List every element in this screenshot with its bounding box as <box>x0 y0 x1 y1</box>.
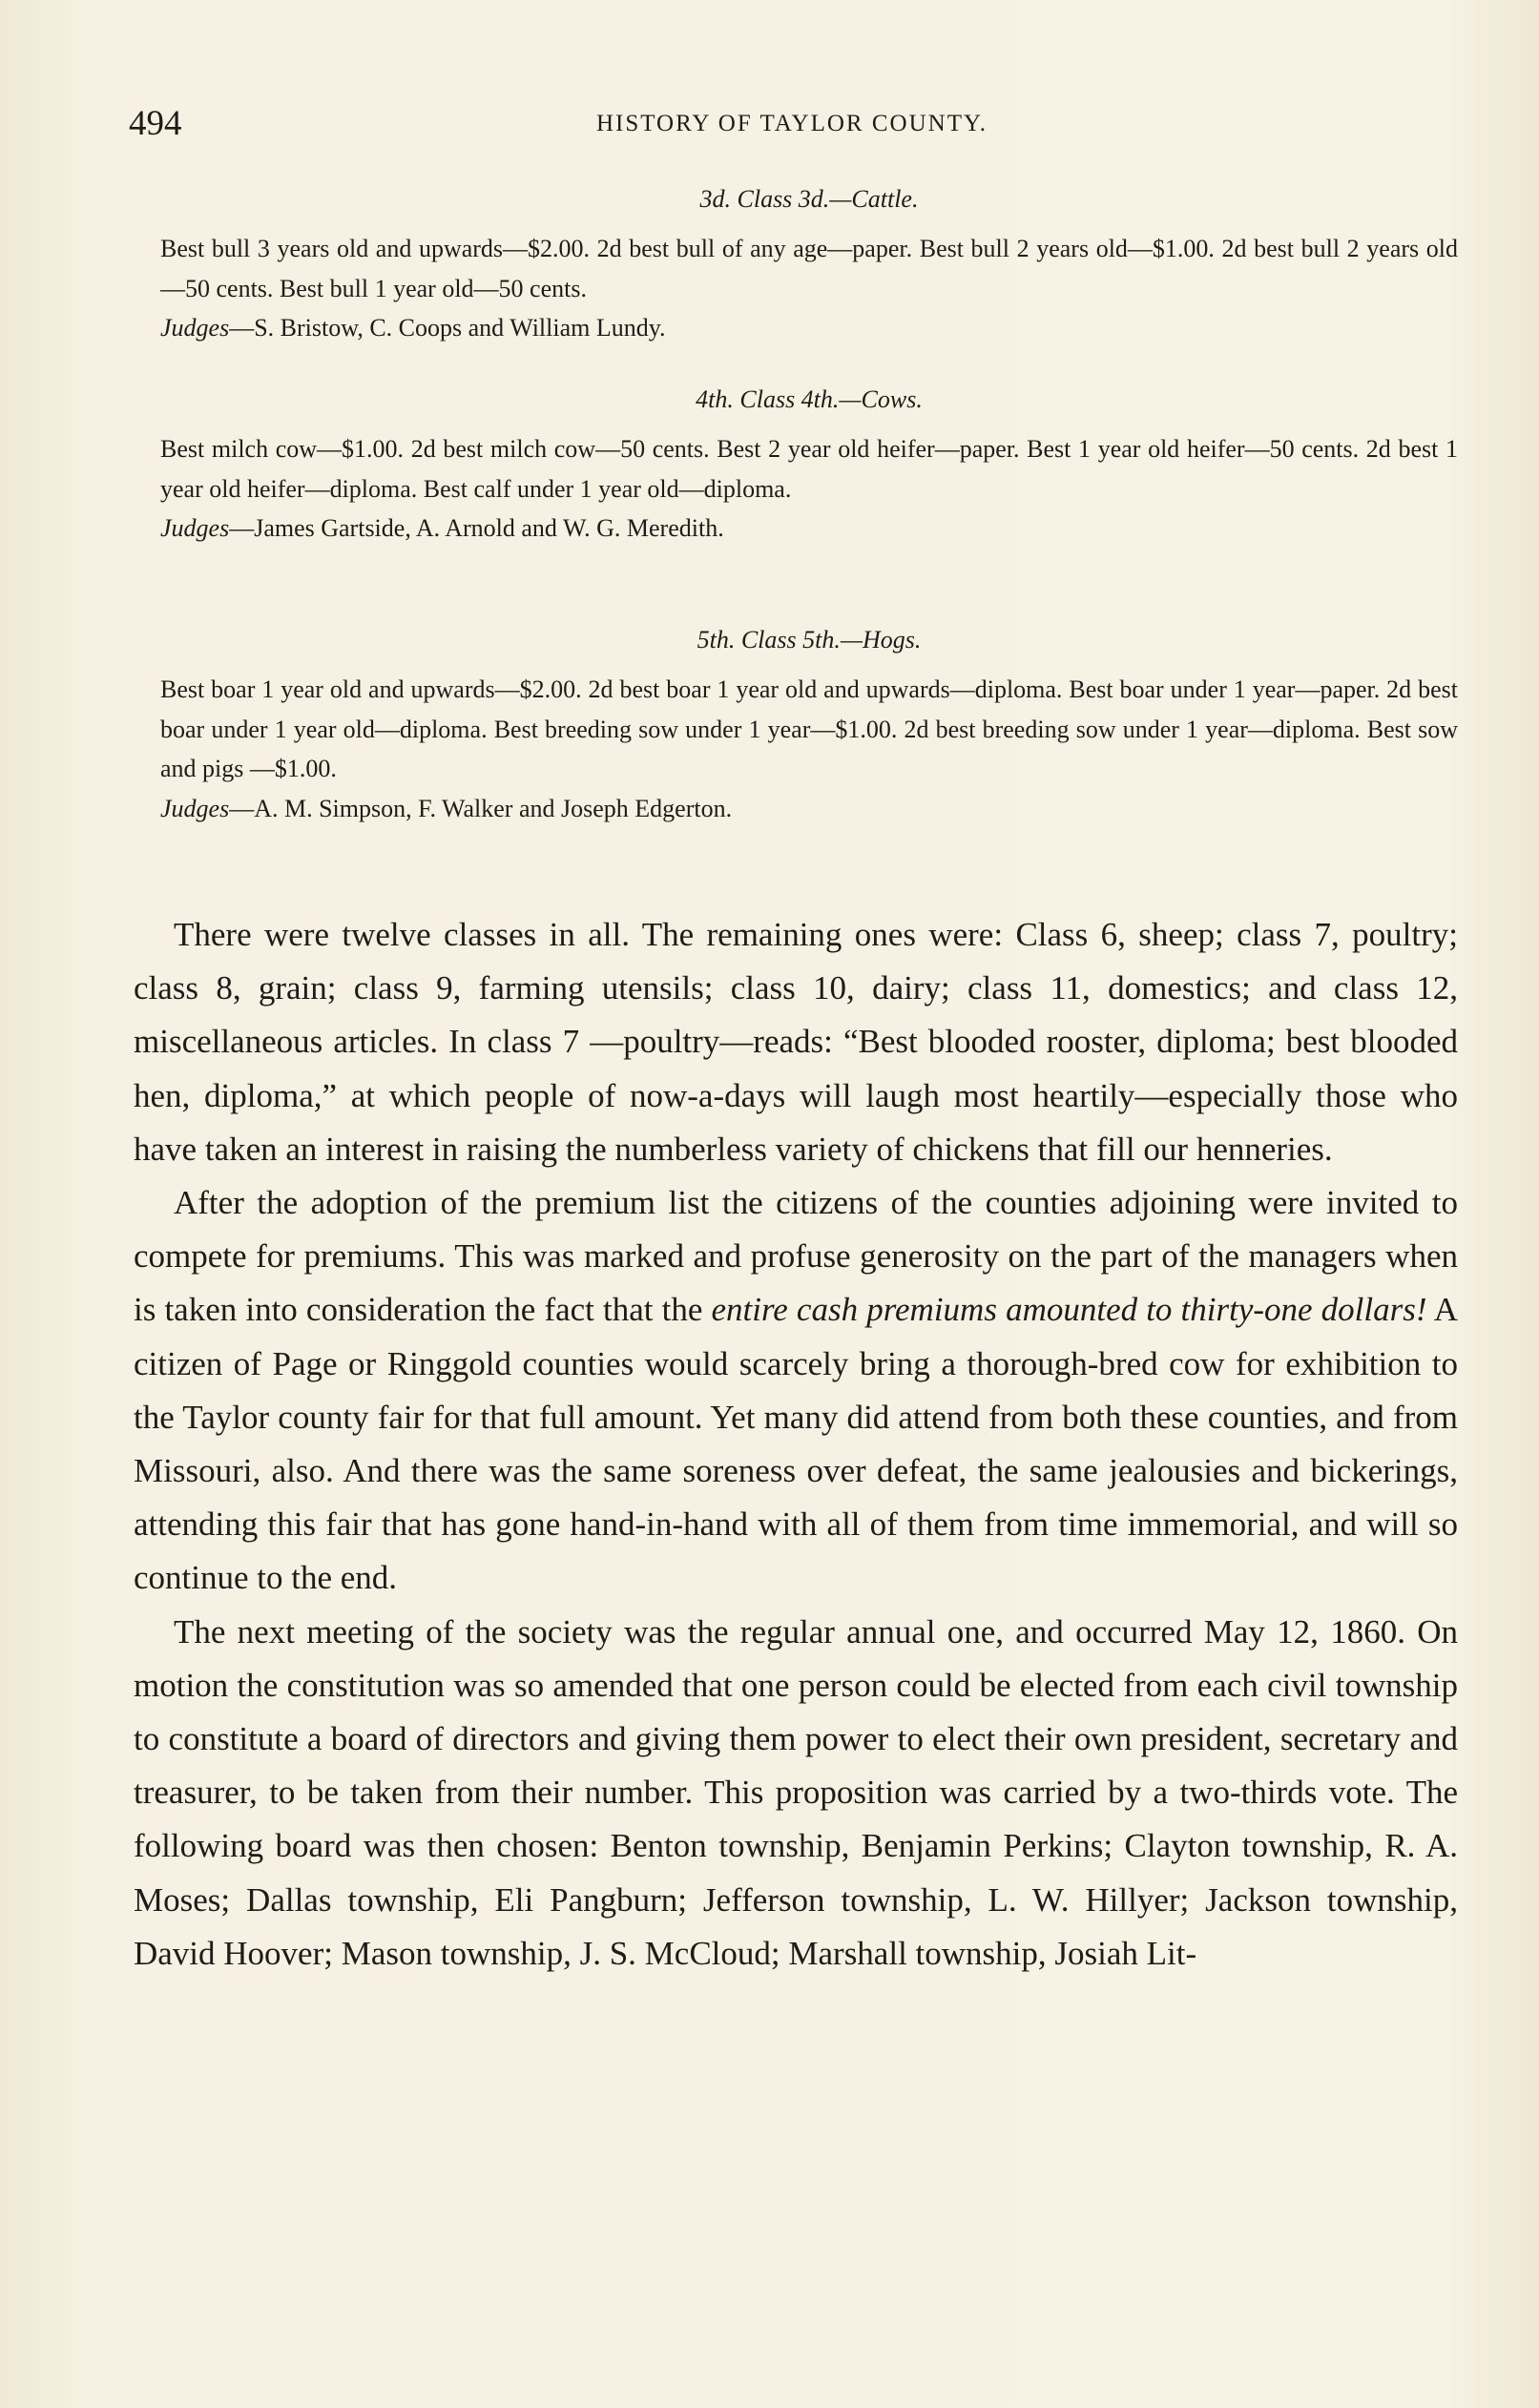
running-head: HISTORY OF TAYLOR COUNTY. <box>595 111 988 136</box>
paragraph-annual-meeting: The next meeting of the society was the regular annual one, and occurred May 12, 1860. On motion the constitution was so amended that one person could be elected from each civil township to constitute a board of directors and giving them power to elect their own president, secretary and treasurer, to be taken from their number. This proposition was carried by a two-thirds vote. The following board was then chosen: Benton township, Benjamin Perkins; Clayton township, R. A. Moses; Dallas township, Eli Pangburn; Jefferson township, L. W. Hillyer; Jackson township, David Hoover; Mason township, J. S. McCloud; Marshall township, Josiah Lit- <box>134 1612 1458 1972</box>
page-header <box>129 103 1455 151</box>
judges-line <box>160 308 1458 348</box>
judges-label: Judges <box>160 514 230 542</box>
paragraph-text: A citizen of Page or Ringgold counties would scarcely bring a thorough-bred cow for exhibition to the Taylor county fair for that full amount. Yet many did attend from both these counties, and from Missouri, also. And there was the same soreness over defeat, the same jealousies and bickerings, attending this fair that has gone hand-in-hand with all of them from time immemorial, and will so continue to the end. <box>134 1291 1458 1597</box>
judges-names: —S. Bristow, C. Coops and William Lundy. <box>229 314 666 342</box>
class-heading: 4th. Class 4th.—Cows. <box>696 385 923 413</box>
judges-names: —A. M. Simpson, F. Walker and Joseph Edgerton. <box>229 794 733 822</box>
main-text-body <box>134 908 1458 1981</box>
class-heading: 3d. Class 3d.—Cattle. <box>699 185 919 213</box>
class-5-hogs-section <box>160 611 1458 828</box>
judges-label: Judges <box>160 314 230 342</box>
paragraph-premium-list <box>134 1176 1458 1606</box>
class-3-cattle-section <box>160 170 1458 348</box>
page-number: 494 <box>129 104 182 143</box>
class-premium-list: Best boar 1 year old and upwards—$2.00. 2d best boar 1 year old and upwards—diploma. Best boar under 1 year—paper. 2d best boar under 1 year old—diploma. Best breeding sow under 1 year—$1.00. 2d best breeding sow under 1 year—diploma. Best sow and pigs —$1.00. <box>160 675 1458 782</box>
judges-line <box>160 789 1458 829</box>
judges-line <box>160 509 1458 549</box>
judges-names: —James Gartside, A. Arnold and W. G. Meredith. <box>229 514 724 542</box>
judges-label: Judges <box>160 794 230 822</box>
class-premium-list: Best milch cow—$1.00. 2d best milch cow—50 cents. Best 2 year old heifer—paper. Best 1 year old heifer—50 cents. 2d best 1 year old heifer—diploma. Best calf under 1 year old—diploma. <box>160 435 1458 503</box>
emphasized-text: entire cash premiums amounted to thirty-one dollars! <box>711 1291 1427 1329</box>
class-heading: 5th. Class 5th.—Hogs. <box>697 626 922 654</box>
class-premium-list: Best bull 3 years old and upwards—$2.00. 2d best bull of any age—paper. Best bull 2 years old—$1.00. 2d best bull 2 years old—50 cents. Best bull 1 year old—50 cents. <box>160 235 1458 302</box>
class-4-cows-section <box>160 370 1458 549</box>
paragraph-twelve-classes: There were twelve classes in all. The remaining ones were: Class 6, sheep; class 7, poultry; class 8, grain; class 9, farming utensils; class 10, dairy; class 11, domestics; and class 12, miscellaneous articles. In class 7 —poultry—reads: “Best blooded rooster, diploma; best blooded hen, diploma,” at which people of now-a-days will laugh most heartily—especially those who have taken an interest in raising the numberless variety of chickens that fill our henneries. <box>134 916 1458 1168</box>
paragraph-text: After the adoption of the premium list the citizens of the counties adjoining were invited to compete for premiums. This was marked and profuse generosity on the part of the managers when is taken into consideration the fact that the <box>134 1184 1458 1329</box>
